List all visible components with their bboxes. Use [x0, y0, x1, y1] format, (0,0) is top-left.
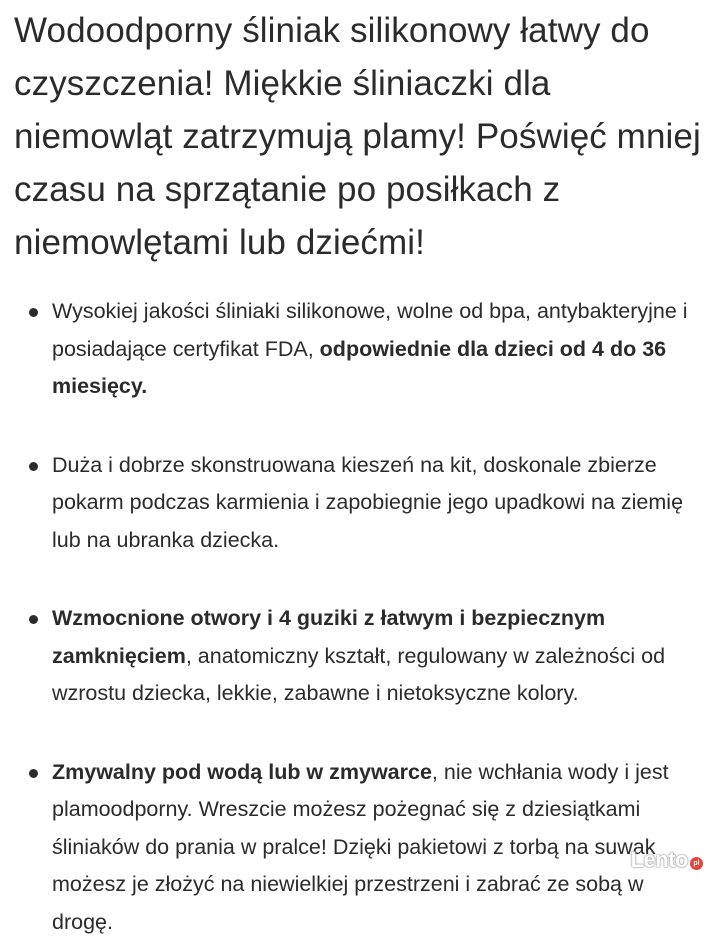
watermark-badge-icon: pl: [690, 857, 703, 870]
lento-watermark: [631, 846, 703, 874]
feature-item: [0, 293, 713, 406]
description-headline: Wodoodporny śliniak silikonowy łatwy do czyszczenia! Miękkie śliniaczki dla niemowląt zatrzymują plamy! Poświęć mniej czasu na sprzątanie po posiłkach z niemowlętami lub dziećmi!: [14, 4, 704, 269]
watermark-text: Lento: [631, 847, 688, 873]
feature-text: , anatomiczny kształt, regulowany w zależności od wzrostu dziecka, lekkie, zabawne i nietoksyczne kolory.: [52, 644, 665, 706]
bullet-icon: [29, 769, 38, 778]
feature-text: , nie wchłania wody i jest plamoodporny. Wreszcie możesz pożegnać się z dziesiątkami śliniaków do prania w pralce! Dzięki pakietowi z torbą na suwak możesz je złożyć na niewielkiej przestrzeni i zabrać ze sobą w drogę.: [52, 760, 669, 934]
bullet-icon: [29, 615, 38, 624]
feature-bold-suffix: odpowiednie dla dzieci od 4 do 36 miesięcy.: [52, 337, 666, 399]
feature-item: [0, 600, 713, 713]
bullet-icon: [29, 308, 38, 317]
feature-text: Wysokiej jakości śliniaki silikonowe, wolne od bpa, antybakteryjne i posiadające certyfikat FDA,: [52, 299, 688, 361]
feature-bold-prefix: Zmywalny pod wodą lub w zmywarce: [52, 760, 432, 784]
feature-item: [0, 447, 713, 560]
feature-text: Duża i dobrze skonstruowana kieszeń na kit, doskonale zbierze pokarm podczas karmienia i zapobiegnie jego upadkowi na ziemię lub na ubranka dziecka.: [52, 453, 683, 552]
feature-list: [0, 293, 713, 941]
bullet-icon: [29, 462, 38, 471]
feature-bold-prefix: Wzmocnione otwory i 4 guziki z łatwym i bezpiecznym zamknięciem: [52, 606, 605, 668]
feature-item: [0, 754, 713, 941]
